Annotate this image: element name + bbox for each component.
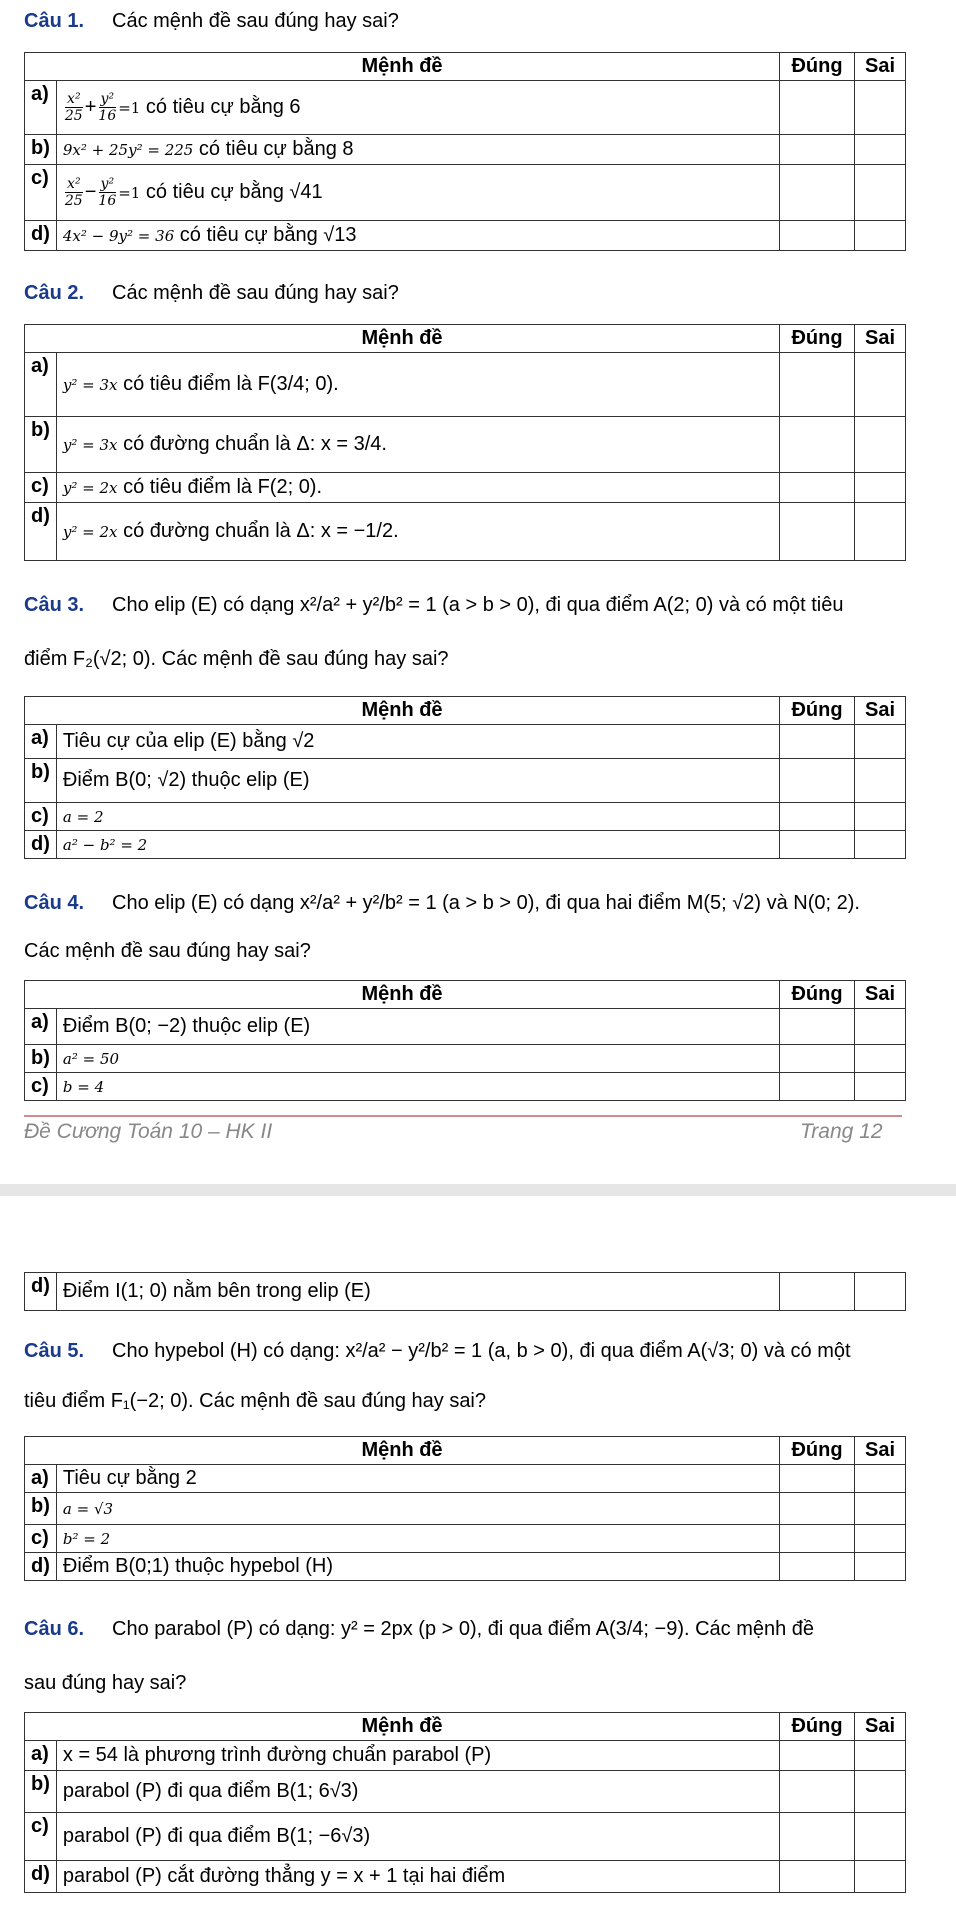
q2-col-true: Đúng xyxy=(780,325,855,353)
q2-row-a-true-cell[interactable] xyxy=(780,353,855,417)
q3-heading xyxy=(24,594,843,617)
row-label: b) xyxy=(25,135,57,165)
q3-row-c-false-cell[interactable] xyxy=(855,803,906,831)
q1-row-d xyxy=(25,221,906,251)
q4-row-a-true-cell[interactable] xyxy=(780,1009,855,1045)
q4-row-a xyxy=(25,1009,906,1045)
footer-divider xyxy=(24,1115,902,1117)
q3-row-c-statement: a = 2 xyxy=(56,803,779,831)
row-label: c) xyxy=(25,1813,57,1861)
row-label: a) xyxy=(25,1465,57,1493)
q2-row-a xyxy=(25,353,906,417)
q4-row-a-false-cell[interactable] xyxy=(855,1009,906,1045)
q6-row-d-statement: parabol (P) cắt đường thẳng y = x + 1 tại hai điểm xyxy=(56,1861,779,1893)
row-label: a) xyxy=(25,353,57,417)
q6-row-c-false-cell[interactable] xyxy=(855,1813,906,1861)
q4-row-c-statement: b = 4 xyxy=(56,1073,779,1101)
row-label: a) xyxy=(25,81,57,135)
q4-row-a-statement: Điểm B(0; −2) thuộc elip (E) xyxy=(56,1009,779,1045)
q4-row-c xyxy=(25,1073,906,1101)
q2-row-d-false-cell[interactable] xyxy=(855,503,906,561)
q1-number: Câu 1. xyxy=(24,10,85,32)
q3-row-a-false-cell[interactable] xyxy=(855,725,906,759)
q1-row-b-false-cell[interactable] xyxy=(855,135,906,165)
q4-number: Câu 4. xyxy=(24,892,85,914)
q6-row-c-true-cell[interactable] xyxy=(780,1813,855,1861)
q6-row-b xyxy=(25,1771,906,1813)
q2-row-b-true-cell[interactable] xyxy=(780,417,855,473)
row-label: c) xyxy=(25,165,57,221)
row-label: b) xyxy=(25,1771,57,1813)
q2-row-d-statement: y² = 2x có đường chuẩn là Δ: x = −1/2. xyxy=(56,503,779,561)
q2-text: Các mệnh đề sau đúng hay sai? xyxy=(112,282,399,304)
q5-col-statement: Mệnh đề xyxy=(25,1437,780,1465)
q5-row-b-false-cell[interactable] xyxy=(855,1493,906,1525)
q5-number: Câu 5. xyxy=(24,1340,85,1362)
q5-text-line2: tiêu điểm F₁(−2; 0). Các mệnh đề sau đúng hay sai? xyxy=(24,1390,487,1412)
q3-row-a-statement: Tiêu cự của elip (E) bằng √2 xyxy=(56,725,779,759)
q1-row-c-true-cell[interactable] xyxy=(780,165,855,221)
q3-row-d-false-cell[interactable] xyxy=(855,831,906,859)
q4-row-d-true-cell[interactable] xyxy=(780,1273,855,1311)
row-label: b) xyxy=(25,759,57,803)
q6-row-a-statement: x = 54 là phương trình đường chuẩn parabol (P) xyxy=(56,1741,779,1771)
q1-row-b xyxy=(25,135,906,165)
q1-row-d-statement: 4x² − 9y² = 36 có tiêu cự bằng √13 xyxy=(56,221,779,251)
q5-table xyxy=(24,1436,906,1581)
q5-row-c-statement: b² = 2 xyxy=(56,1525,779,1553)
q3-row-b-statement: Điểm B(0; √2) thuộc elip (E) xyxy=(56,759,779,803)
q3-row-b-true-cell[interactable] xyxy=(780,759,855,803)
q2-table xyxy=(24,324,906,561)
q5-row-a-true-cell[interactable] xyxy=(780,1465,855,1493)
q1-col-statement: Mệnh đề xyxy=(25,53,780,81)
q6-col-statement: Mệnh đề xyxy=(25,1713,780,1741)
q1-row-d-true-cell[interactable] xyxy=(780,221,855,251)
q3-number: Câu 3. xyxy=(24,594,85,616)
row-label: a) xyxy=(25,1009,57,1045)
q2-row-d xyxy=(25,503,906,561)
q5-row-d-statement: Điểm B(0;1) thuộc hypebol (H) xyxy=(56,1553,779,1581)
q1-row-c-statement: $\frac{\text{x²}}{25}$ − $\frac{\text{y²}}{16}$ =1 có tiêu cự bằng √41 xyxy=(56,165,779,221)
q6-heading xyxy=(24,1618,814,1641)
q1-row-a xyxy=(25,81,906,135)
q3-row-a xyxy=(25,725,906,759)
row-label: b) xyxy=(25,417,57,473)
q2-row-a-statement: y² = 3x có tiêu điểm là F(3/4; 0). xyxy=(56,353,779,417)
q6-number: Câu 6. xyxy=(24,1618,85,1640)
q3-col-statement: Mệnh đề xyxy=(25,697,780,725)
q3-row-b xyxy=(25,759,906,803)
q6-text-line2: sau đúng hay sai? xyxy=(24,1672,187,1694)
footer-title: Đề Cương Toán 10 – HK II xyxy=(24,1120,273,1143)
q6-row-a-false-cell[interactable] xyxy=(855,1741,906,1771)
q6-row-a xyxy=(25,1741,906,1771)
q3-col-false: Sai xyxy=(855,697,906,725)
q1-row-a-false-cell[interactable] xyxy=(855,81,906,135)
q3-table xyxy=(24,696,906,859)
q4-table xyxy=(24,980,906,1101)
q5-row-b-statement: a = √3 xyxy=(56,1493,779,1525)
q6-row-a-true-cell[interactable] xyxy=(780,1741,855,1771)
q5-row-d-true-cell[interactable] xyxy=(780,1553,855,1581)
q2-row-c-false-cell[interactable] xyxy=(855,473,906,503)
q6-text: Cho parabol (P) có dạng: y² = 2px (p > 0), đi qua điểm A(3/4; −9). Các mệnh đề xyxy=(112,1618,815,1640)
q3-text: Cho elip (E) có dạng x²/a² + y²/b² = 1 (a > b > 0), đi qua điểm A(2; 0) và có một tiêu xyxy=(112,594,844,616)
q5-row-d xyxy=(25,1553,906,1581)
q1-table xyxy=(24,52,906,251)
q4-row-c-false-cell[interactable] xyxy=(855,1073,906,1101)
q2-row-c-true-cell[interactable] xyxy=(780,473,855,503)
q1-heading xyxy=(24,10,399,33)
q6-row-c-statement: parabol (P) đi qua điểm B(1; −6√3) xyxy=(56,1813,779,1861)
q6-row-d-true-cell[interactable] xyxy=(780,1861,855,1893)
q4-row-d-false-cell[interactable] xyxy=(855,1273,906,1311)
q5-col-false: Sai xyxy=(855,1437,906,1465)
q4-text: Cho elip (E) có dạng x²/a² + y²/b² = 1 (a > b > 0), đi qua hai điểm M(5; √2) và N(0; 2). xyxy=(112,892,860,914)
row-label: d) xyxy=(25,221,57,251)
q1-row-d-false-cell[interactable] xyxy=(855,221,906,251)
q1-row-b-true-cell[interactable] xyxy=(780,135,855,165)
row-label: b) xyxy=(25,1493,57,1525)
q3-text-line2: điểm F₂(√2; 0). Các mệnh đề sau đúng hay sai? xyxy=(24,648,449,670)
page-break xyxy=(0,1184,956,1196)
q1-row-a-statement: $\frac{\text{x²}}{25}$ + $\frac{\text{y²}}{16}$ =1 có tiêu cự bằng 6 xyxy=(56,81,779,135)
q2-row-c-statement: y² = 2x có tiêu điểm là F(2; 0). xyxy=(56,473,779,503)
q2-col-false: Sai xyxy=(855,325,906,353)
q5-row-a xyxy=(25,1465,906,1493)
row-label: b) xyxy=(25,1045,57,1073)
q5-row-c xyxy=(25,1525,906,1553)
q5-row-a-statement: Tiêu cự bằng 2 xyxy=(56,1465,779,1493)
row-label: d) xyxy=(25,1553,57,1581)
q3-row-c xyxy=(25,803,906,831)
q1-row-c-false-cell[interactable] xyxy=(855,165,906,221)
q2-col-statement: Mệnh đề xyxy=(25,325,780,353)
row-label: d) xyxy=(25,1861,57,1893)
q3-row-c-true-cell[interactable] xyxy=(780,803,855,831)
q2-row-b xyxy=(25,417,906,473)
footer-page-number: Trang 12 xyxy=(800,1120,883,1143)
q5-col-true: Đúng xyxy=(780,1437,855,1465)
q4-col-false: Sai xyxy=(855,981,906,1009)
q3-row-d-statement: a² − b² = 2 xyxy=(56,831,779,859)
q4-col-true: Đúng xyxy=(780,981,855,1009)
q1-col-false: Sai xyxy=(855,53,906,81)
q2-row-d-true-cell[interactable] xyxy=(780,503,855,561)
q3-row-d-true-cell[interactable] xyxy=(780,831,855,859)
row-label: c) xyxy=(25,473,57,503)
q6-row-c xyxy=(25,1813,906,1861)
q2-number: Câu 2. xyxy=(24,282,85,304)
row-label: a) xyxy=(25,725,57,759)
q4-col-statement: Mệnh đề xyxy=(25,981,780,1009)
q4-heading xyxy=(24,892,860,915)
q5-row-c-true-cell[interactable] xyxy=(780,1525,855,1553)
q1-row-a-true-cell[interactable] xyxy=(780,81,855,135)
q4-table-continued xyxy=(24,1272,906,1311)
q1-row-b-statement: 9x² + 25y² = 225 có tiêu cự bằng 8 xyxy=(56,135,779,165)
q3-row-b-false-cell[interactable] xyxy=(855,759,906,803)
q2-row-b-false-cell[interactable] xyxy=(855,417,906,473)
q5-heading xyxy=(24,1340,851,1363)
q4-row-b-false-cell[interactable] xyxy=(855,1045,906,1073)
q4-row-b xyxy=(25,1045,906,1073)
q3-col-true: Đúng xyxy=(780,697,855,725)
q6-row-b-false-cell[interactable] xyxy=(855,1771,906,1813)
q1-row-c xyxy=(25,165,906,221)
q4-row-b-true-cell[interactable] xyxy=(780,1045,855,1073)
q6-row-d-false-cell[interactable] xyxy=(855,1861,906,1893)
q4-row-c-true-cell[interactable] xyxy=(780,1073,855,1101)
q6-table xyxy=(24,1712,906,1893)
q5-row-b xyxy=(25,1493,906,1525)
row-label: d) xyxy=(25,1273,57,1311)
q6-row-d xyxy=(25,1861,906,1893)
q2-row-a-false-cell[interactable] xyxy=(855,353,906,417)
q5-row-c-false-cell[interactable] xyxy=(855,1525,906,1553)
q1-col-true: Đúng xyxy=(780,53,855,81)
q3-row-d xyxy=(25,831,906,859)
q5-row-a-false-cell[interactable] xyxy=(855,1465,906,1493)
q4-row-d xyxy=(25,1273,906,1311)
q1-text: Các mệnh đề sau đúng hay sai? xyxy=(112,10,399,32)
q4-row-d-statement: Điểm I(1; 0) nằm bên trong elip (E) xyxy=(56,1273,779,1311)
q4-row-b-statement: a² = 50 xyxy=(56,1045,779,1073)
q5-row-b-true-cell[interactable] xyxy=(780,1493,855,1525)
q5-text: Cho hypebol (H) có dạng: x²/a² − y²/b² = 1 (a, b > 0), đi qua điểm A(√3; 0) và có một xyxy=(112,1340,851,1362)
q5-row-d-false-cell[interactable] xyxy=(855,1553,906,1581)
row-label: c) xyxy=(25,1073,57,1101)
q4-text-line2: Các mệnh đề sau đúng hay sai? xyxy=(24,940,311,962)
q6-col-false: Sai xyxy=(855,1713,906,1741)
row-label: a) xyxy=(25,1741,57,1771)
q6-row-b-true-cell[interactable] xyxy=(780,1771,855,1813)
q2-row-b-statement: y² = 3x có đường chuẩn là Δ: x = 3/4. xyxy=(56,417,779,473)
row-label: d) xyxy=(25,503,57,561)
q6-col-true: Đúng xyxy=(780,1713,855,1741)
q3-row-a-true-cell[interactable] xyxy=(780,725,855,759)
q2-row-c xyxy=(25,473,906,503)
row-label: d) xyxy=(25,831,57,859)
row-label: c) xyxy=(25,803,57,831)
q6-row-b-statement: parabol (P) đi qua điểm B(1; 6√3) xyxy=(56,1771,779,1813)
row-label: c) xyxy=(25,1525,57,1553)
q2-heading xyxy=(24,282,399,305)
